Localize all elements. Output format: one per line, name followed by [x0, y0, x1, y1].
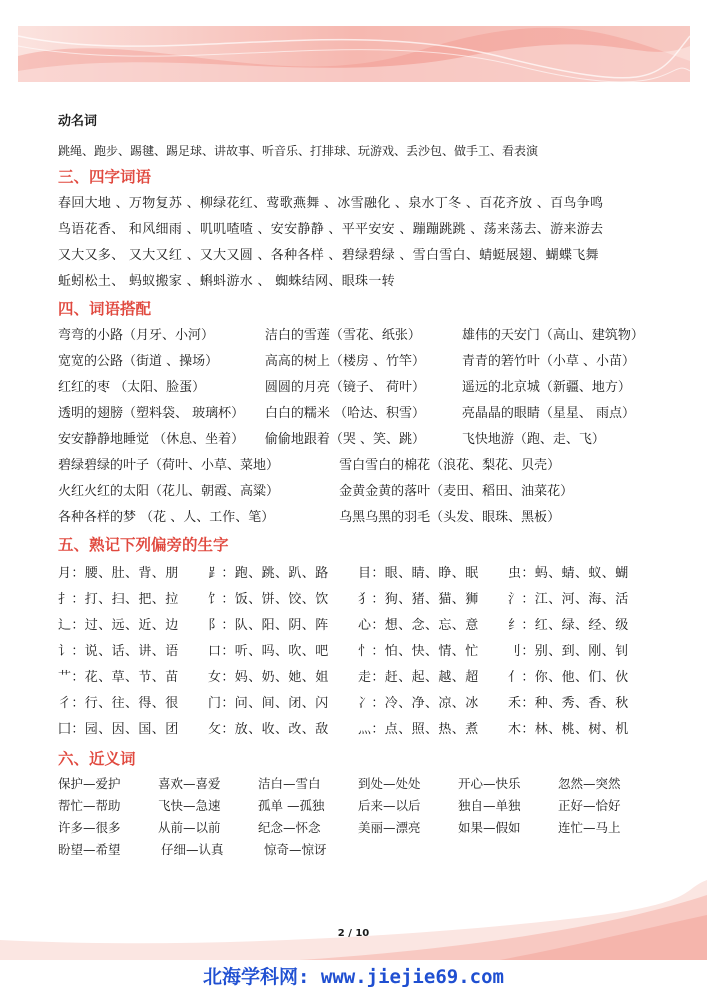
radical-item: 禾：种、秀、香、秋	[508, 696, 629, 711]
radical-item: 纟：红、绿、经、级	[508, 618, 629, 633]
four-char-line: 鸟语花香、 和风细雨 、叽叽喳喳 、安安静静 、平平安安 、蹦蹦跳跳 、荡来荡去、游来游去	[58, 222, 604, 237]
collocation-item: 金黄金黄的落叶（麦田、稻田、油菜花）	[339, 484, 574, 499]
collocation-item: 洁白的雪莲（雪花、纸张）	[264, 328, 421, 343]
synonym-item: 帮忙—帮助	[58, 798, 121, 813]
synonym-row	[58, 817, 658, 839]
synonym-item: 到处—处处	[358, 776, 421, 791]
section-synonyms-heading: 六、近义词	[58, 750, 136, 768]
collocation-item: 碧绿碧绿的叶子（荷叶、小草、菜地）	[58, 458, 280, 473]
collocation-item: 雪白雪白的棉花（浪花、梨花、贝壳）	[339, 458, 561, 473]
radical-item: 饣：饭、饼、饺、饮	[208, 592, 329, 607]
collocation-row	[58, 349, 658, 375]
synonym-item: 从前—以前	[158, 820, 221, 835]
radical-item: 冫：冷、净、凉、冰	[358, 696, 479, 711]
radical-item: 亻：你、他、们、伙	[508, 670, 629, 685]
collocation-row	[58, 453, 658, 479]
collocation-item: 白白的糯米 （哈达、积雪）	[264, 406, 425, 421]
synonym-item: 许多—很多	[58, 820, 121, 835]
radical-item: 忄：怕、快、情、忙	[358, 644, 479, 659]
collocation-item: 圆圆的月亮（镜子、 荷叶）	[264, 380, 425, 395]
four-char-line: 蚯蚓松土、 蚂蚁搬家 、蝌蚪游水 、 蜘蛛结网、眼珠一转	[58, 274, 395, 289]
synonym-row	[58, 839, 658, 861]
radical-item: 彳：行、往、得、很	[58, 696, 179, 711]
radical-item: 扌：打、扫、把、拉	[58, 592, 179, 607]
radical-item: 走：赶、起、越、超	[358, 670, 479, 685]
collocation-item: 弯弯的小路（月牙、小河）	[58, 328, 215, 343]
collocation-row	[58, 401, 658, 427]
radical-item: 艹：花、草、节、苗	[58, 670, 179, 685]
synonym-item: 连忙—马上	[558, 820, 621, 835]
radical-item: 攵：放、收、改、敌	[208, 722, 329, 737]
radical-item: 门：问、间、闭、闪	[208, 696, 329, 711]
collocation-item: 亮晶晶的眼睛（星星、 雨点）	[461, 406, 636, 421]
collocation-row	[58, 427, 658, 453]
synonym-item: 保护—爱护	[58, 776, 121, 791]
collocation-item: 宽宽的公路（街道 、操场）	[58, 354, 219, 369]
synonym-item: 惊奇—惊讶	[264, 842, 327, 857]
collocation-item: 透明的翅膀（塑料袋、 玻璃杯）	[58, 406, 245, 421]
collocation-item: 遥远的北京城（新疆、地方）	[461, 380, 631, 395]
synonym-item: 喜欢—喜爱	[158, 776, 221, 791]
radical-item: 刂：别、到、刚、钊	[508, 644, 629, 659]
section-four-char-heading: 三、四字词语	[58, 168, 152, 186]
radical-row	[58, 639, 658, 665]
radical-item: 口：听、吗、吹、吧	[208, 644, 329, 659]
collocation-item: 高高的树上（楼房 、竹竿）	[264, 354, 425, 369]
synonym-item: 洁白—雪白	[258, 776, 321, 791]
synonym-row	[58, 773, 658, 795]
radical-row	[58, 717, 658, 743]
collocation-item: 飞快地游（跑、走、飞）	[461, 432, 605, 447]
collocation-item: 火红火红的太阳（花儿、朝霞、高粱）	[58, 484, 280, 499]
synonym-item: 飞快—急速	[158, 798, 221, 813]
verb-noun-title: 动名词	[58, 114, 98, 129]
verb-noun-line: 跳绳、跑步、踢毽、踢足球、讲故事、听音乐、打排球、玩游戏、丢沙包、做手工、看表演	[58, 144, 539, 158]
radical-item: 讠：说、话、讲、语	[58, 644, 179, 659]
collocation-row	[58, 323, 658, 349]
synonym-item: 盼望—希望	[58, 842, 121, 857]
collocation-item: 红红的枣 （太阳、脸蛋）	[58, 380, 206, 395]
collocation-row	[58, 505, 658, 531]
radical-item: 心：想、念、忘、意	[358, 618, 479, 633]
synonym-item: 独自—单独	[458, 798, 521, 813]
radical-item: 灬：点、照、热、煮	[358, 722, 479, 737]
radical-item: 木：林、桃、树、机	[508, 722, 629, 737]
radical-item: 氵：江、河、海、活	[508, 592, 629, 607]
section-radicals-heading: 五、熟记下列偏旁的生字	[58, 536, 229, 554]
synonyms-table	[58, 773, 658, 861]
synonym-item: 孤单 —孤独	[258, 798, 325, 813]
collocation-item: 偷偷地跟着（哭 、笑、跳）	[264, 432, 425, 447]
radical-item: 月：腰、肚、背、朋	[58, 566, 179, 581]
synonym-item: 如果—假如	[458, 820, 521, 835]
collocation-item: 青青的箬竹叶（小草 、小苗）	[461, 354, 636, 369]
collocation-item: 安安静静地睡觉 （休息、坐着）	[58, 432, 245, 447]
synonym-item: 忽然—突然	[558, 776, 621, 791]
collocation-row	[58, 375, 658, 401]
page-number: 2 / 10	[337, 928, 370, 939]
radical-item: 目：眼、睛、睁、眠	[358, 566, 479, 581]
section-collocation-heading: 四、词语搭配	[58, 300, 152, 318]
synonym-item: 后来—以后	[358, 798, 421, 813]
synonym-item: 纪念—怀念	[258, 820, 321, 835]
radical-item: 阝：队、阳、阴、阵	[208, 618, 329, 633]
radical-item: 犭：狗、猪、猫、狮	[358, 592, 479, 607]
four-char-line: 又大又多、 又大又红 、又大又圆 、各种各样 、碧绿碧绿 、雪白雪白、蜻蜓展翅、蝴蝶飞舞	[58, 248, 599, 263]
collocation-table	[58, 323, 658, 531]
synonym-item: 美丽—漂亮	[358, 820, 421, 835]
radical-row	[58, 561, 658, 587]
radical-item: 辶：过、远、近、边	[58, 618, 179, 633]
radical-item: 虫：蚂、蜻、蚁、蝴	[508, 566, 629, 581]
synonym-row	[58, 795, 658, 817]
radical-item: 囗：园、因、国、团	[58, 722, 179, 737]
four-char-list	[58, 191, 658, 295]
collocation-item: 各种各样的梦 （花 、人、工作、笔）	[58, 510, 275, 525]
four-char-line: 春回大地 、万物复苏 、柳绿花红、莺歌燕舞 、冰雪融化 、泉水丁冬 、百花齐放 、百鸟争鸣	[58, 196, 604, 211]
header-banner	[18, 26, 690, 82]
synonym-item: 仔细—认真	[161, 842, 224, 857]
document-content	[58, 110, 658, 861]
collocation-row	[58, 479, 658, 505]
radicals-table	[58, 561, 658, 743]
footer-wave-decoration	[0, 880, 707, 960]
radical-row	[58, 665, 658, 691]
footer-watermark: 北海学科网: www.jiejie69.com	[203, 966, 504, 988]
radical-row	[58, 587, 658, 613]
radical-row	[58, 691, 658, 717]
synonym-item: 正好—恰好	[558, 798, 621, 813]
radical-item: ⻊：跑、跳、趴、路	[208, 566, 329, 581]
radical-row	[58, 613, 658, 639]
radical-item: 女：妈、奶、她、姐	[208, 670, 329, 685]
collocation-item: 乌黑乌黑的羽毛（头发、眼珠、黑板）	[339, 510, 561, 525]
synonym-item: 开心—快乐	[458, 776, 521, 791]
collocation-item: 雄伟的天安门（高山、建筑物）	[461, 328, 644, 343]
